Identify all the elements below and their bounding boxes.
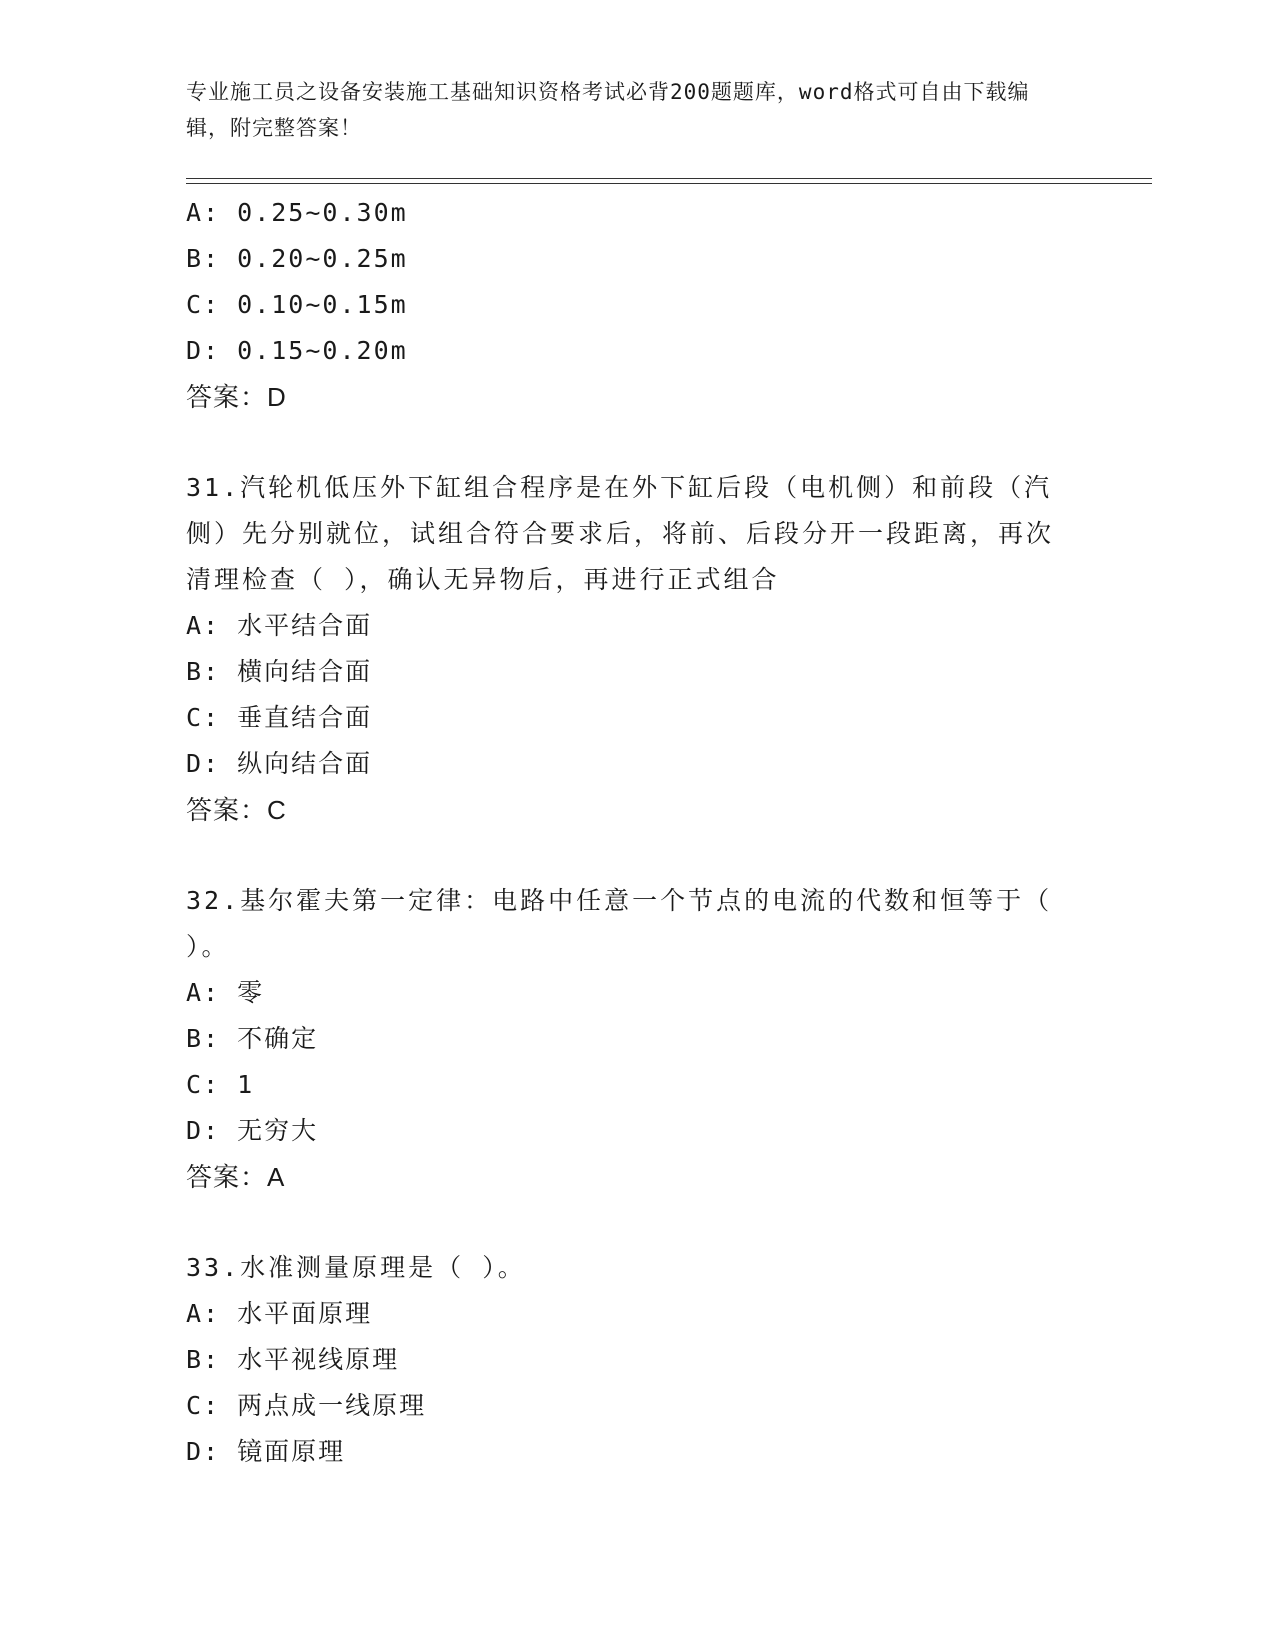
question-list: [186, 190, 1066, 1475]
question-33: [186, 1245, 1066, 1475]
question-stem: 31.汽轮机低压外下缸组合程序是在外下缸后段（电机侧）和前段（汽侧）先分别就位，试组合符合要求后，将前、后段分开一段距离，再次清理检查（ ），确认无异物后，再进行正式组合: [186, 473, 1055, 594]
option-b: B: 水平视线原理: [186, 1345, 400, 1374]
header-divider-bottom: [186, 183, 1152, 184]
answer-line: 答案：D: [186, 382, 287, 412]
option-a: A: 水平结合面: [186, 611, 373, 640]
option-d: D: 0.15~0.20m: [186, 336, 408, 365]
option-c: C: 垂直结合面: [186, 703, 373, 732]
document-header: 专业施工员之设备安装施工基础知识资格考试必背200题题库，word格式可自由下载编辑，附完整答案！: [186, 80, 1030, 140]
option-b: B: 横向结合面: [186, 657, 373, 686]
header-divider-top: [186, 178, 1152, 179]
option-c: C: 1: [186, 1070, 255, 1099]
question-31: [186, 465, 1066, 833]
question-stem: 32.基尔霍夫第一定律：电路中任意一个节点的电流的代数和恒等于（ ）。: [186, 886, 1053, 961]
answer-line: 答案：C: [186, 795, 287, 825]
option-c: C: 0.10~0.15m: [186, 290, 408, 319]
option-b: B: 不确定: [186, 1024, 319, 1053]
option-d: D: 无穷大: [186, 1116, 319, 1145]
option-d: D: 纵向结合面: [186, 749, 373, 778]
question-30-continued: [186, 190, 1066, 420]
option-d: D: 镜面原理: [186, 1437, 346, 1466]
option-b: B: 0.20~0.25m: [186, 244, 408, 273]
option-a: A: 0.25~0.30m: [186, 198, 408, 227]
option-c: C: 两点成一线原理: [186, 1391, 427, 1420]
question-32: [186, 878, 1066, 1200]
option-a: A: 水平面原理: [186, 1299, 373, 1328]
answer-line: 答案：A: [186, 1162, 286, 1192]
option-a: A: 零: [186, 978, 265, 1007]
question-stem: 33.水准测量原理是（ ）。: [186, 1253, 526, 1282]
